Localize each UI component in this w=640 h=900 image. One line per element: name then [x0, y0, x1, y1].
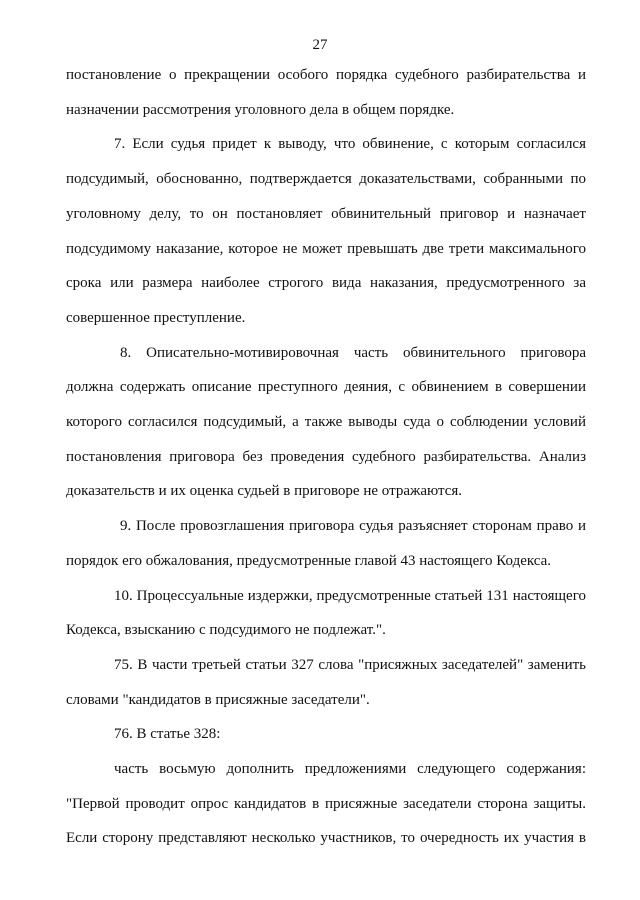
page-number: 27	[312, 37, 328, 53]
document-body	[66, 58, 586, 856]
paragraph-item-76: 76. В статье 328:	[114, 726, 221, 743]
paragraph-item-75: 75. В части третьей статьи 327 слова "присяжных заседателей" заменить словами "кандидатов в присяжные заседатели".	[66, 656, 586, 708]
paragraph-continuation: постановление о прекращении особого порядка судебного разбирательства и назначении рассмотрения уголовного дела в общем порядке.	[66, 67, 586, 118]
paragraph-item-9: 9. После провозглашения приговора судья разъясняет сторонам право и порядок его обжалования, предусмотренные главой 43 настоящего Кодекса.	[66, 518, 586, 569]
paragraph-item-7: 7. Если судья придет к выводу, что обвинение, с которым согласился подсудимый, обоснованно, подтверждается доказательствами, собранными по уголовному делу, то он постановляет обвинительный приговор и назначает подсудимому наказание, которое не может превышать две трети максимального срока или размера наиболее строгого вида наказания, предусмотренного за совершенное преступление.	[66, 136, 586, 326]
paragraph-item-8: 8. Описательно-мотивировочная часть обвинительного приговора должна содержать описание преступного деяния, с обвинением в совершении которого согласился подсудимый, а также выводы суда о соблюдении условий постановления приговора без проведения судебного разбирательства. Анализ доказательств и их оценка судьей в приговоре не отражаются.	[66, 344, 586, 500]
paragraph-amendment: часть восьмую дополнить предложениями следующего содержания: "Первой проводит опрос кандидатов в присяжные заседатели сторона защиты. Если сторону представляют несколько участников, то очередность их участия в	[66, 761, 586, 847]
paragraph-item-10: 10. Процессуальные издержки, предусмотренные статьей 131 настоящего Кодекса, взысканию с подсудимого не подлежат.".	[66, 587, 586, 639]
